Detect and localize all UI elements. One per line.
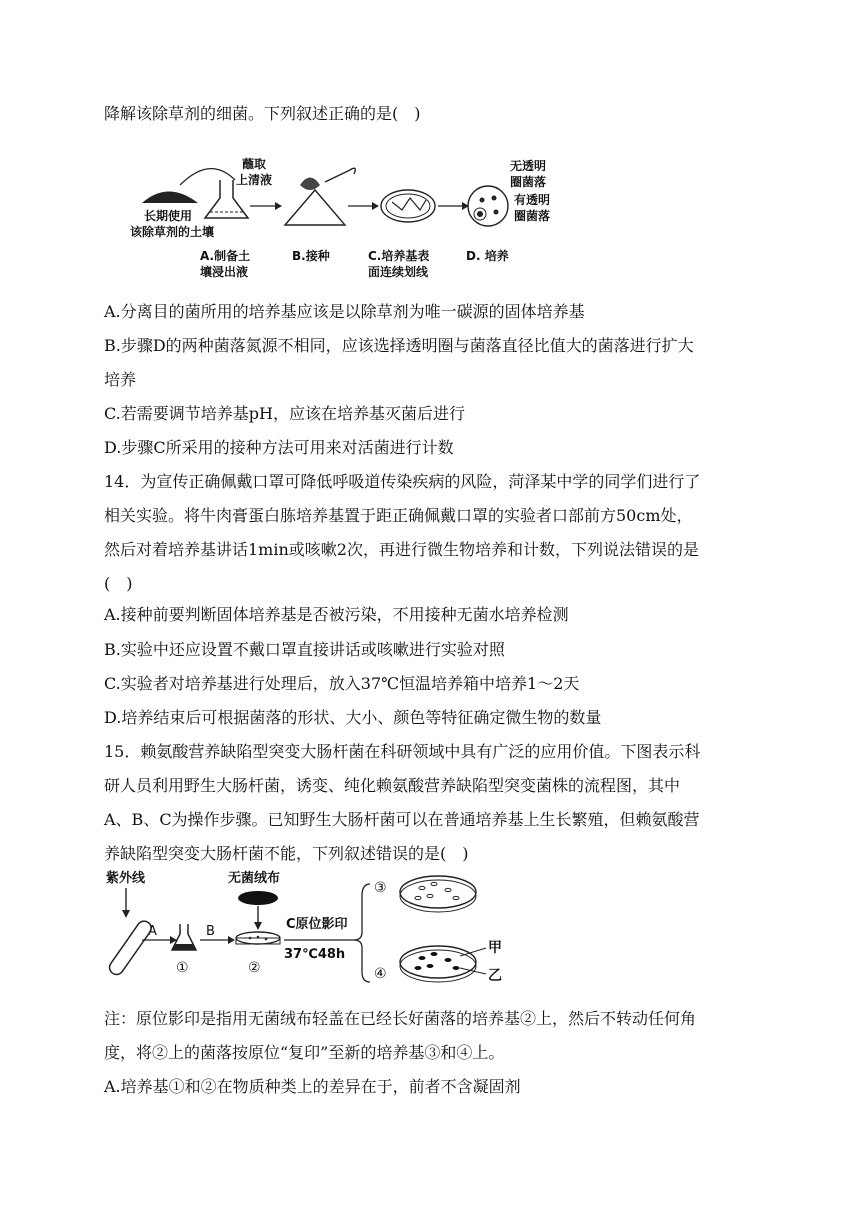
plate-4	[400, 946, 476, 978]
caption-a-2: 壤浸出液	[200, 265, 249, 279]
text-line: 注：原位影印是指用无菌绒布轻盖在已经长好菌落的培养基②上，然后不转动任何角	[104, 1009, 697, 1028]
caption-b: B.接种	[292, 249, 330, 263]
label-yi: 乙	[488, 968, 502, 984]
figure-1-bacteria-isolation	[130, 150, 570, 285]
text-line: A.接种前要判断固体培养基是否被污染，不用接种无菌水培养检测	[104, 605, 569, 624]
text-line: 养缺陷型突变大肠杆菌不能，下列叙述错误的是( )	[104, 844, 469, 863]
label-soil: 长期使用	[144, 209, 193, 223]
text-line: 培养	[104, 370, 137, 389]
streak-plate	[381, 190, 435, 222]
text-line: D.步骤C所采用的接种方法可用来对活菌进行计数	[104, 438, 454, 457]
label-soil-2: 该除草剂的土壤	[130, 225, 215, 239]
figure-2-replica-plating	[100, 862, 520, 992]
text-line: A、B、C为操作步骤。已知野生大肠杆菌可以在普通培养基上生长繁殖，但赖氨酸营	[104, 810, 700, 829]
label-noclear: 无透明	[510, 159, 547, 173]
text-line: 然后对着培养基讲话1min或咳嗽2次，再进行微生物培养和计数，下列说法错误的是	[104, 540, 699, 559]
label-jia: 甲	[488, 940, 502, 956]
text-line: 度，将②上的菌落按原位“复印”至新的培养基③和④上。	[104, 1043, 505, 1062]
text-line: 14．为宣传正确佩戴口罩可降低呼吸道传染疾病的风险，菏泽某中学的同学们进行了	[104, 472, 701, 491]
text-line: 相关实验。将牛肉膏蛋白胨培养基置于距正确佩戴口罩的实验者口部前方50cm处，	[104, 506, 693, 525]
caption-c: C.培养基表	[368, 249, 430, 263]
text-line: 15．赖氨酸营养缺陷型突变大肠杆菌在科研领域中具有广泛的应用价值。下图表示科	[104, 742, 701, 761]
text-line: C.若需要调节培养基pH，应该在培养基灭菌后进行	[104, 404, 465, 423]
text-line: A.培养基①和②在物质种类上的差异在于，前者不含凝固剂	[104, 1077, 521, 1096]
text-line: A.分离目的菌所用的培养基应该是以除草剂为唯一碳源的固体培养基	[104, 302, 585, 321]
text-line: B.步骤D的两种菌落氮源不相同，应该选择透明圈与菌落直径比值大的菌落进行扩大	[104, 336, 694, 355]
label-3: ③	[374, 880, 387, 896]
culture-plate	[468, 186, 508, 226]
label-take-2: 上清液	[236, 173, 273, 187]
caption-a: A.制备土	[200, 249, 251, 263]
plate-3	[400, 876, 476, 908]
label-clear-2: 圈菌落	[514, 209, 551, 223]
label-temp: 37℃48h	[284, 947, 346, 962]
text-line: C.实验者对培养基进行处理后，放入37℃恒温培养箱中培养1～2天	[104, 674, 580, 693]
velvet-cloth	[238, 891, 278, 905]
text-line: 降解该除草剂的细菌。下列叙述正确的是( )	[104, 104, 421, 123]
text-line: 研人员利用野生大肠杆菌，诱变、纯化赖氨酸营养缺陷型突变菌株的流程图，其中	[104, 776, 681, 795]
brace	[354, 884, 370, 982]
label-uv: 紫外线	[106, 871, 146, 886]
text-line: D.培养结束后可根据菌落的形状、大小、颜色等特征确定微生物的数量	[104, 708, 602, 727]
text-line: B.实验中还应设置不戴口罩直接讲话或咳嗽进行实验对照	[104, 640, 505, 659]
label-2: ②	[248, 960, 261, 976]
caption-c-2: 面连续划线	[368, 265, 429, 279]
label-cloth: 无菌绒布	[228, 871, 281, 886]
label-a: A	[148, 924, 157, 939]
label-4: ④	[374, 966, 387, 982]
label-clear: 有透明	[514, 193, 551, 207]
label-noclear-2: 圈菌落	[510, 175, 547, 189]
alcohol-lamp	[285, 190, 345, 225]
label-b: B	[206, 924, 215, 939]
soil-pile	[142, 192, 198, 204]
label-c: C原位影印	[286, 917, 348, 932]
label-take: 蘸取	[242, 157, 267, 171]
text-line: ( )	[104, 574, 133, 593]
label-1: ①	[176, 960, 189, 976]
test-tube	[107, 918, 154, 977]
caption-d: D. 培养	[466, 249, 509, 263]
